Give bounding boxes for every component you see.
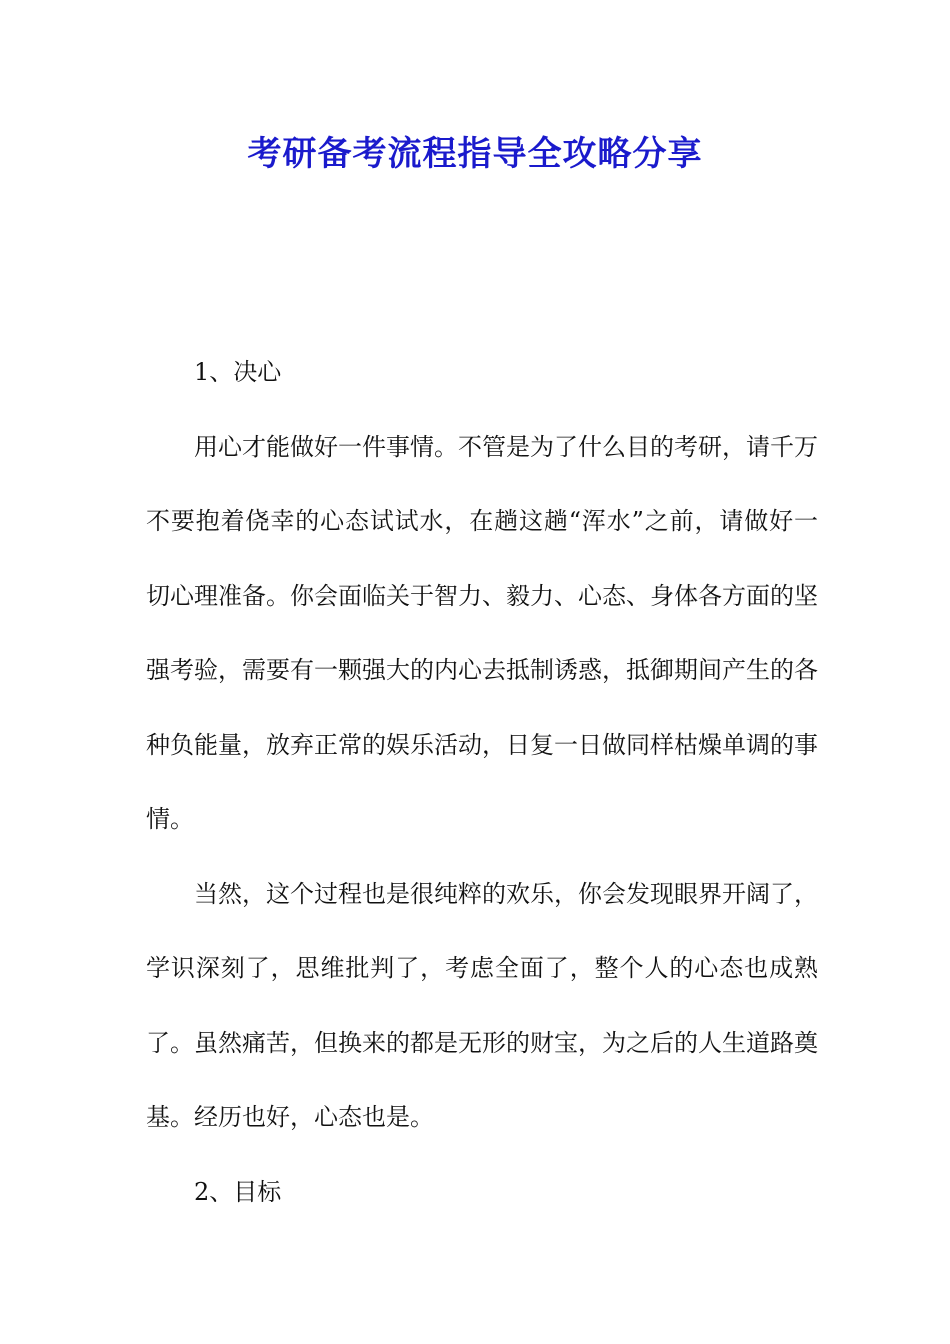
- document-body: [146, 335, 818, 1229]
- section-heading: 2、目标: [194, 1177, 282, 1206]
- paragraph: 当然，这个过程也是很纯粹的欢乐，你会发现眼界开阔了，学识深刻了，思维批判了，考虑全面了，整个人的心态也成熟了。虽然痛苦，但换来的都是无形的财宝，为之后的人生道路奠基。经历也好，心态也是。: [146, 879, 818, 1131]
- section-heading: 1、决心: [194, 358, 282, 386]
- document-title: 考研备考流程指导全攻略分享: [247, 134, 703, 174]
- paragraph: 用心才能做好一件事情。不管是为了什么目的考研，请千万不要抱着侥幸的心态试试水，在趟这趟“浑水”之前，请做好一切心理准备。你会面临关于智力、毅力、心态、身体各方面的坚强考验，需要有一颗强大的内心去抵制诱惑，抵御期间产生的各种负能量，放弃正常的娱乐活动，日复一日做同样枯燥单调的事情。: [146, 432, 818, 833]
